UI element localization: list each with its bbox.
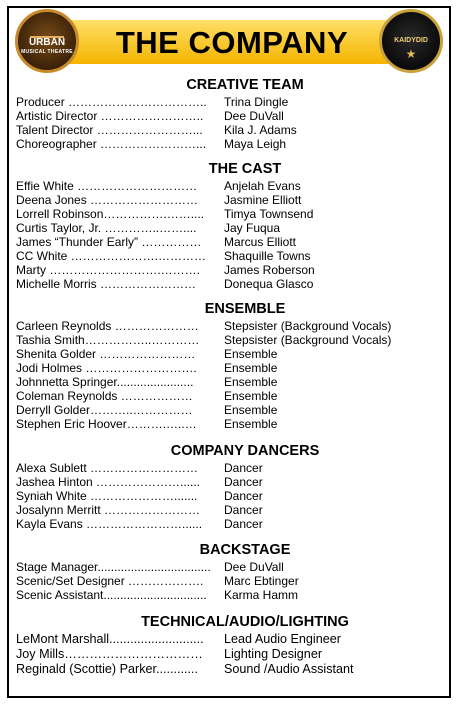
list-item: Scenic Assistant............................... Karma Hamm: [16, 588, 299, 602]
list-item: Producer …………………………….. Trina Dingle: [16, 95, 289, 109]
city-skyline-icon: [30, 24, 64, 38]
list-item: Josalynn Merritt …………………… Dancer: [16, 503, 263, 517]
list-item: Michelle Morris …………………… Donequa Glasco: [16, 277, 314, 291]
urban-musical-theatre-logo: URBAN MUSICAL THEATRE: [15, 9, 79, 73]
list-item: Jodi Holmes ………………………. Ensemble: [16, 361, 278, 375]
list-item: James “Thunder Early” …………… Marcus Elliott: [16, 235, 297, 249]
section-title: BACKSTAGE: [199, 542, 291, 558]
list-item: Derryll Golder………..…………… Ensemble: [16, 403, 278, 417]
list-item: Coleman Reynolds ……………… Ensemble: [16, 389, 278, 403]
star-emblem-icon: ★: [405, 47, 417, 61]
list-item: Jashea Hinton …………………...... Dancer: [16, 475, 263, 489]
list-item: Carleen Reynolds ………………… Stepsister (Background Vocals): [16, 319, 392, 333]
list-item: LeMont Marshall........................... Lead Audio Engineer: [16, 632, 341, 646]
list-item: Kayla Evans ……………………...... Dancer: [16, 517, 263, 531]
list-item: Effie White ………………………… Anjelah Evans: [16, 179, 301, 193]
list-item: CC White ………………….………… Shaquille Towns: [16, 249, 311, 263]
list-item: Scenic/Set Designer ………………. Marc Ebtinger: [16, 574, 299, 588]
list-item: Reginald (Scottie) Parker............ Sound /Audio Assistant: [16, 662, 354, 676]
list-item: Joy Mills…………………………… Lighting Designer: [16, 647, 323, 661]
header-banner: [9, 8, 449, 74]
list-item: Johnnetta Springer....................... Ensemble: [16, 375, 278, 389]
section-title: THE CAST: [208, 161, 282, 177]
page-title: THE COMPANY: [115, 25, 349, 60]
list-item: Talent Director ……………………... Kila J. Adams: [16, 123, 297, 137]
section-title: ENSEMBLE: [204, 301, 286, 317]
section-title: CREATIVE TEAM: [186, 77, 304, 93]
list-item: Artistic Director …………………….. Dee DuVall: [16, 109, 284, 123]
list-item: Curtis Taylor, Jr. …………..…….... Jay Fuqua: [16, 221, 281, 235]
list-item: Deena Jones ……………………… Jasmine Elliott: [16, 193, 302, 207]
kaidydid-logo: KAIDYDID ★: [379, 9, 443, 73]
list-item: Lorrell Robinson…………….…….... Timya Townsend: [16, 207, 314, 221]
list-item: Tashia Smith……………..………… Stepsister (Background Vocals): [16, 333, 392, 347]
list-item: Marty ……………………….………. James Roberson: [16, 263, 315, 277]
list-item: Stephen Eric Hoover……….…..… Ensemble: [16, 417, 278, 431]
list-item: Shenita Golder …………………… Ensemble: [16, 347, 278, 361]
section-title: COMPANY DANCERS: [170, 443, 320, 459]
list-item: Choreographer ……………………... Maya Leigh: [16, 137, 287, 151]
list-item: Syniah White …………………....... Dancer: [16, 489, 263, 503]
list-item: Stage Manager.................................. Dee DuVall: [16, 560, 284, 574]
section-title: TECHNICAL/AUDIO/LIGHTING: [141, 614, 349, 630]
list-item: Alexa Sublett ……………………… Dancer: [16, 461, 263, 475]
company-listing: [16, 66, 444, 677]
